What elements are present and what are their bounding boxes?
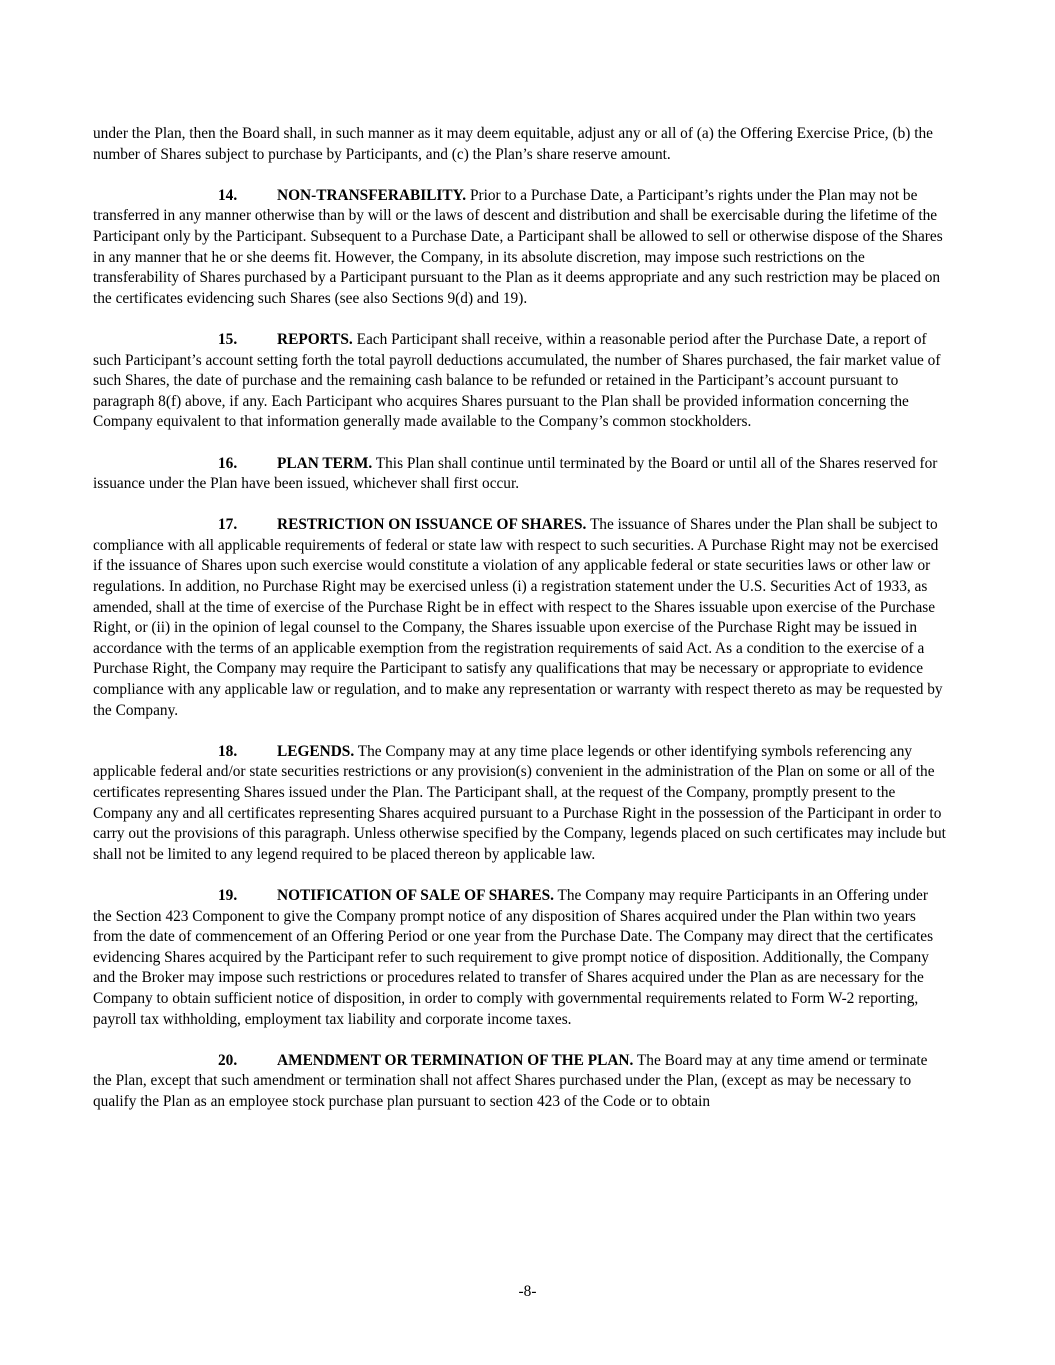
section-heading: RESTRICTION ON ISSUANCE OF SHARES. <box>277 516 587 534</box>
document-page <box>93 124 949 1133</box>
section-heading: NOTIFICATION OF SALE OF SHARES. <box>277 886 554 904</box>
section-text: Each Participant shall receive, within a reasonable period after the Purchase Date, a report of such Participant’s account setting forth the total payroll deductions accumulated, the number of Shares purchased, the fair market value of such Shares, the date of purchase and the remaining cash balance to be refunded or retained in the Participant’s account pursuant to paragraph 8(f) above, if any. Each Participant who acquires Shares pursuant to the Plan shall be provided information concerning the Company equivalent to that information generally made available to the Company’s common stockholders. <box>93 330 941 431</box>
section-heading: PLAN TERM. <box>277 454 373 472</box>
section-18 <box>93 742 949 866</box>
section-16 <box>93 454 949 495</box>
page-number: -8- <box>518 1283 537 1300</box>
section-heading: LEGENDS. <box>277 742 355 760</box>
section-text: The Company may require Participants in an Offering under the Section 423 Component to give the Company prompt notice of any disposition of Shares acquired under the Plan within two years from the date of commencement of an Offering Period or one year from the Purchase Date. The Company may direct that the certificates evidencing Shares acquired by the Participant refer to such requirement to give prompt notice of disposition. Additionally, the Company and the Broker may impose such restrictions or procedures related to transfer of Shares acquired under the Plan as are necessary for the Company to obtain sufficient notice of disposition, in order to comply with governmental requirements related to Form W-2 reporting, payroll tax withholding, employment tax liability and corporate income taxes. <box>93 886 934 1028</box>
section-text: The issuance of Shares under the Plan shall be subject to compliance with all applicable requirements of federal or state law with respect to such securities. A Purchase Right may not be exercised if the issuance of Shares upon such exercise would constitute a violation of any applicable federal or state securities laws or other law or regulations. In addition, no Purchase Right may be exercised unless (i) a registration statement under the U.S. Securities Act of 1933, as amended, shall at the time of exercise of the Purchase Right be in effect with respect to the Shares issuable upon exercise of the Purchase Right, or (ii) in the opinion of legal counsel to the Company, the Shares issuable upon exercise of the Purchase Right may be issued in accordance with the terms of an applicable exemption from the registration requirements of said Act. As a condition to the exercise of a Purchase Right, the Company may require the Participant to satisfy any qualifications that may be necessary or appropriate to evidence compliance with any applicable law or regulation, and to make any representation or warranty with respect thereto as may be requested by the Company. <box>93 516 943 719</box>
section-15 <box>93 330 949 433</box>
section-17 <box>93 515 949 721</box>
section-heading: REPORTS. <box>277 330 353 348</box>
section-number: 20. <box>218 1051 238 1069</box>
section-heading: NON-TRANSFERABILITY. <box>277 186 467 204</box>
section-number: 18. <box>218 742 238 760</box>
intro-paragraph: under the Plan, then the Board shall, in such manner as it may deem equitable, adjust any or all of (a) the Offering Exercise Price, (b) the number of Shares subject to purchase by Participants, and (c) the Plan’s share reserve amount. <box>93 125 933 163</box>
section-text: This Plan shall continue until terminated by the Board or until all of the Shares reserved for issuance under the Plan have been issued, whichever shall first occur. <box>93 454 938 493</box>
section-text: The Board may at any time amend or terminate the Plan, except that such amendment or termination shall not affect Shares purchased under the Plan, (except as may be necessary to qualify the Plan as an employee stock purchase plan pursuant to section 423 of the Code or to obtain <box>93 1051 928 1110</box>
section-number: 19. <box>218 886 238 904</box>
section-14 <box>93 186 949 310</box>
section-number: 16. <box>218 454 238 472</box>
section-20 <box>93 1051 949 1113</box>
section-heading: AMENDMENT OR TERMINATION OF THE PLAN. <box>277 1051 634 1069</box>
section-text: The Company may at any time place legends or other identifying symbols referencing any applicable federal and/or state securities restrictions or any provision(s) convenient in the administration of the Plan on some or all of the certificates representing Shares issued under the Plan. The Participant shall, at the request of the Company, promptly present to the Company any and all certificates representing Shares acquired pursuant to a Purchase Right in the possession of the Participant in order to carry out the provisions of this paragraph. Unless otherwise specified by the Company, legends placed on such certificates may include but shall not be limited to any legend required to be placed thereon by applicable law. <box>93 742 946 863</box>
section-text: Prior to a Purchase Date, a Participant’s rights under the Plan may not be transferred in any manner otherwise than by will or the laws of descent and distribution and shall be exercisable during the lifetime of the Participant only by the Participant. Subsequent to a Purchase Date, a Participant shall be allowed to sell or otherwise dispose of the Shares in any manner that he or she deems fit. However, the Company, in its absolute discretion, may impose such restrictions on the transferability of Shares purchased by a Participant pursuant to the Plan as it deems appropriate and any such restriction may be placed on the certificates evidencing such Shares (see also Sections 9(d) and 19). <box>93 186 943 307</box>
section-19 <box>93 886 949 1030</box>
section-number: 14. <box>218 186 238 204</box>
section-number: 17. <box>218 516 238 534</box>
section-number: 15. <box>218 330 238 348</box>
